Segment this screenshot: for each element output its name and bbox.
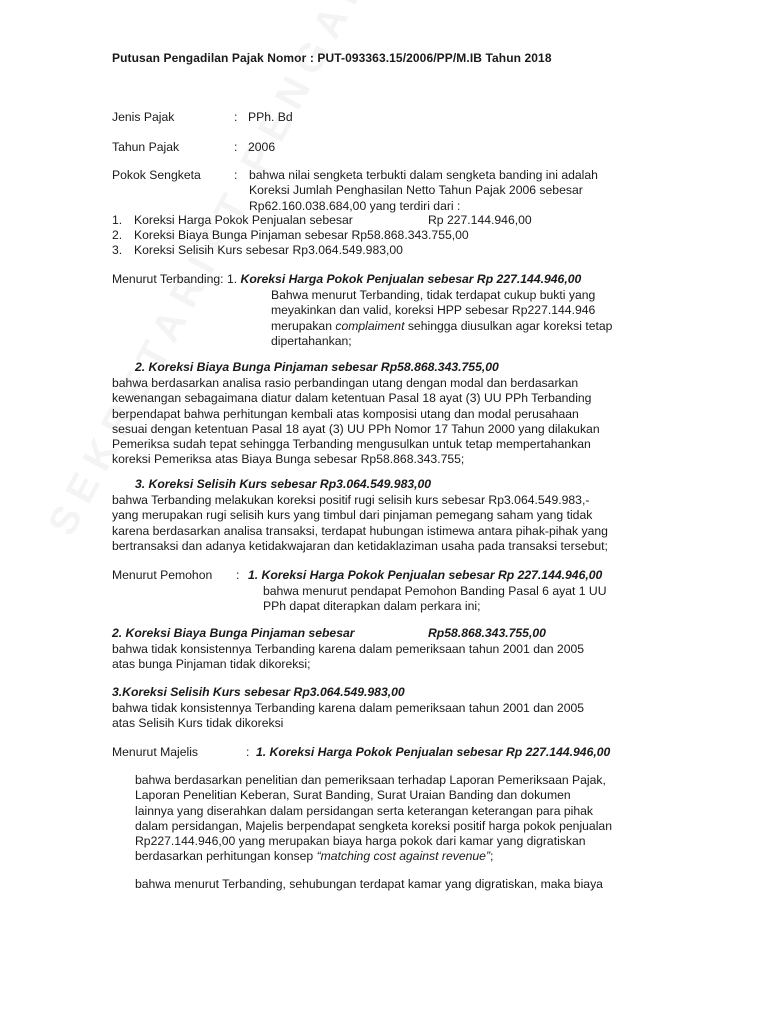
pokok-sengketa-text: bahwa nilai sengketa terbukti dalam sengketa banding ini adalah Koreksi Jumlah Penghasilan Netto Tahun Pajak 2006 sebesar Rp62.160.038.684,00 yang terdiri dari : (249, 168, 598, 213)
list-item: 1. Koreksi Harga Pokok Penjualan sebesar (112, 213, 353, 227)
terbanding-label: Menurut Terbanding: 1. (112, 272, 238, 286)
terbanding-p1: Bahwa menurut Terbanding, tidak terdapat cukup bukti yang meyakinkan dan valid, koreksi HPP sebesar Rp227.144.946 merupakan complaiment sehingga diusulkan agar koreksi tetap dipertahankan; (271, 288, 613, 348)
majelis-h1: 1. Koreksi Harga Pokok Penjualan sebesar Rp 227.144.946,00 (256, 745, 611, 759)
terbanding-h2: 2. Koreksi Biaya Bunga Pinjaman sebesar Rp58.868.343.755,00 (135, 360, 499, 374)
list-item: 2. Koreksi Biaya Bunga Pinjaman sebesar Rp58.868.343.755,00 (112, 228, 469, 242)
jenis-pajak-value: PPh. Bd (248, 110, 293, 124)
pemohon-p1: bahwa menurut pendapat Pemohon Banding Pasal 6 ayat 1 UU PPh dapat diterapkan dalam perkara ini; (263, 584, 607, 614)
terbanding-p2: bahwa berdasarkan analisa rasio perbandingan utang dengan modal dan berdasarkan kewenangan sebagaimana diatur dalam ketentuan Pasal 18 ayat (3) UU PPh Terbanding berpendapat bahwa perhitungan kembali atas komposisi utang dan modal perusahaan sesuai dengan ketentuan Pasal 18 ayat (3) UU PPh Nomor 17 Tahun 2000 yang dilakukan Pemeriksa sudah tepat sehingga Terbanding mengusulkan untuk tetap mempertahankan koreksi Pemeriksa atas Biaya Bunga sebesar Rp58.868.343.755; (112, 376, 600, 467)
terbanding-p3: bahwa Terbanding melakukan koreksi positif rugi selisih kurs sebesar Rp3.064.549.983,- yang merupakan rugi selisih kurs yang timbul dari pinjaman pemegang saham yang tidak karena berdasarkan analisa transaksi, terdapat hubungan istimewa antara pihak-pihak yang bertransaksi dan adanya ketidakwajaran dan ketidaklaziman usaha pada transaksi tersebut; (112, 493, 608, 553)
list-item-amount: Rp 227.144.946,00 (428, 213, 532, 227)
terbanding-h3: 3. Koreksi Selisih Kurs sebesar Rp3.064.549.983,00 (135, 477, 432, 491)
pemohon-h1: 1. Koreksi Harga Pokok Penjualan sebesar Rp 227.144.946,00 (248, 568, 603, 582)
pemohon-heading: Menurut Pemohon : 1. Koreksi Harga Pokok Penjualan sebesar Rp 227.144.946,00 (112, 568, 603, 582)
document-header: Putusan Pengadilan Pajak Nomor : PUT-093363.15/2006/PP/M.IB Tahun 2018 (112, 51, 552, 65)
jenis-pajak-row: Jenis Pajak : PPh. Bd (112, 110, 293, 124)
pokok-sengketa-label: Pokok Sengketa (112, 168, 201, 182)
jenis-pajak-label: Jenis Pajak (112, 110, 175, 124)
majelis-p1: bahwa berdasarkan penelitian dan pemeriksaan terhadap Laporan Pemeriksaan Pajak, Laporan Penelitian Keberan, Surat Banding, Surat Uraian Banding dan dokumen lainnya yang diserahkan dalam persidangan serta keterangan keterangan para pihak dalam persidangan, Majelis berpendapat sengketa koreksi positif harga pokok penjualan Rp227.144.946,00 yang merupakan biaya harga pokok dari kamar yang digratiskan berdasarkan perhitungan konsep “matching cost against revenue”; (135, 773, 612, 864)
tahun-pajak-row: Tahun Pajak : 2006 (112, 140, 276, 154)
list-item: 3. Koreksi Selisih Kurs sebesar Rp3.064.549.983,00 (112, 243, 403, 257)
pemohon-p3: bahwa tidak konsistennya Terbanding karena dalam pemeriksaan tahun 2001 dan 2005 atas Selisih Kurs tidak dikoreksi (112, 701, 585, 731)
majelis-heading: Menurut Majelis : 1. Koreksi Harga Pokok Penjualan sebesar Rp 227.144.946,00 (112, 745, 611, 759)
pokok-sengketa-row: Pokok Sengketa : (112, 168, 238, 182)
tahun-pajak-label: Tahun Pajak (112, 140, 180, 154)
majelis-p2: bahwa menurut Terbanding, sehubungan terdapat kamar yang digratiskan, maka biaya (135, 877, 603, 891)
tahun-pajak-value: 2006 (248, 140, 276, 154)
pemohon-h3: 3.Koreksi Selisih Kurs sebesar Rp3.064.549.983,00 (112, 685, 405, 699)
pemohon-h2-amount: Rp58.868.343.755,00 (428, 626, 546, 640)
pemohon-label: Menurut Pemohon (112, 568, 213, 582)
terbanding-h1: Koreksi Harga Pokok Penjualan sebesar Rp 227.144.946,00 (240, 272, 582, 286)
pemohon-p2: bahwa tidak konsistennya Terbanding karena dalam pemeriksaan tahun 2001 dan 2005 atas bunga Pinjaman tidak dikoreksi; (112, 642, 585, 672)
majelis-label: Menurut Majelis (112, 745, 199, 759)
pemohon-h2: 2. Koreksi Biaya Bunga Pinjaman sebesar (112, 626, 355, 640)
terbanding-heading (112, 272, 581, 287)
